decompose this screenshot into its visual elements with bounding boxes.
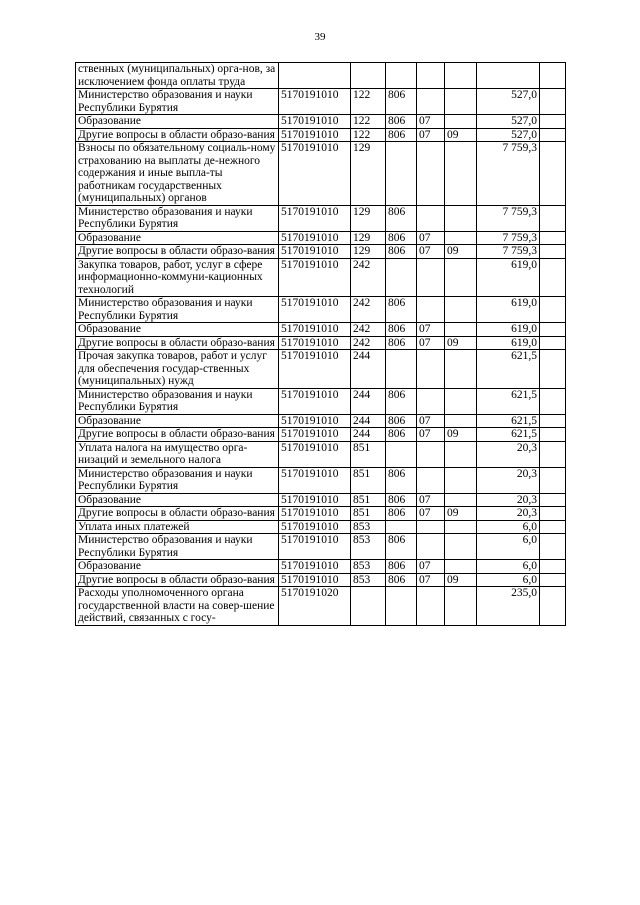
subsection-cell: 09 [445, 507, 477, 521]
section-cell: 07 [417, 231, 445, 245]
expense-type-cell: 851 [351, 441, 386, 467]
amount-cell [477, 63, 540, 89]
empty-extra-cell [540, 467, 566, 493]
section-cell [417, 388, 445, 414]
section-cell: 07 [417, 573, 445, 587]
name-cell: Другие вопросы в области образо-вания [76, 507, 279, 521]
name-cell: Уплата налога на имущество орга-низаций и земельного налога [76, 441, 279, 467]
amount-cell: 6,0 [477, 534, 540, 560]
name-cell: Расходы уполномоченного органа государственной власти на совер-шение действий, связанных с госу- [76, 587, 279, 626]
target-article-cell: 5170191010 [279, 560, 351, 574]
subsection-cell [445, 63, 477, 89]
subsection-cell: 09 [445, 128, 477, 142]
table-row [76, 297, 566, 323]
table-row [76, 388, 566, 414]
target-article-cell: 5170191010 [279, 507, 351, 521]
name-cell: ственных (муниципальных) орга-нов, за исключением фонда оплаты труда [76, 63, 279, 89]
empty-extra-cell [540, 507, 566, 521]
amount-cell: 619,0 [477, 297, 540, 323]
empty-extra-cell [540, 142, 566, 206]
amount-cell: 6,0 [477, 560, 540, 574]
target-article-cell: 5170191010 [279, 388, 351, 414]
section-cell: 07 [417, 323, 445, 337]
empty-extra-cell [540, 258, 566, 297]
expense-type-cell [351, 63, 386, 89]
table-row [76, 350, 566, 389]
amount-cell: 7 759,3 [477, 205, 540, 231]
amount-cell: 527,0 [477, 89, 540, 115]
subsection-cell [445, 414, 477, 428]
amount-cell: 621,5 [477, 414, 540, 428]
section-cell [417, 89, 445, 115]
ministry-code-cell: 806 [386, 336, 417, 350]
table-row [76, 323, 566, 337]
empty-extra-cell [540, 350, 566, 389]
section-cell: 07 [417, 128, 445, 142]
empty-extra-cell [540, 428, 566, 442]
name-cell: Образование [76, 560, 279, 574]
ministry-code-cell [386, 142, 417, 206]
table-row [76, 507, 566, 521]
empty-extra-cell [540, 231, 566, 245]
expense-type-cell: 242 [351, 336, 386, 350]
table-row [76, 441, 566, 467]
target-article-cell: 5170191010 [279, 231, 351, 245]
amount-cell: 20,3 [477, 441, 540, 467]
section-cell [417, 350, 445, 389]
ministry-code-cell: 806 [386, 297, 417, 323]
name-cell: Министерство образования и науки Республики Бурятия [76, 467, 279, 493]
empty-extra-cell [540, 323, 566, 337]
ministry-code-cell: 806 [386, 115, 417, 129]
expense-type-cell: 242 [351, 297, 386, 323]
ministry-code-cell [386, 258, 417, 297]
section-cell: 07 [417, 336, 445, 350]
ministry-code-cell: 806 [386, 231, 417, 245]
name-cell: Уплата иных платежей [76, 520, 279, 534]
expense-type-cell: 244 [351, 388, 386, 414]
subsection-cell: 09 [445, 428, 477, 442]
target-article-cell [279, 63, 351, 89]
expense-type-cell: 853 [351, 573, 386, 587]
empty-extra-cell [540, 128, 566, 142]
name-cell: Прочая закупка товаров, работ и услуг для обеспечения государ-ственных (муниципальных) нужд [76, 350, 279, 389]
subsection-cell [445, 205, 477, 231]
subsection-cell [445, 587, 477, 626]
target-article-cell: 5170191010 [279, 534, 351, 560]
empty-extra-cell [540, 297, 566, 323]
target-article-cell: 5170191010 [279, 89, 351, 115]
target-article-cell: 5170191010 [279, 205, 351, 231]
target-article-cell: 5170191010 [279, 323, 351, 337]
ministry-code-cell: 806 [386, 507, 417, 521]
name-cell: Министерство образования и науки Республики Бурятия [76, 89, 279, 115]
subsection-cell [445, 534, 477, 560]
subsection-cell [445, 115, 477, 129]
ministry-code-cell: 806 [386, 323, 417, 337]
subsection-cell [445, 520, 477, 534]
section-cell: 07 [417, 560, 445, 574]
empty-extra-cell [540, 414, 566, 428]
ministry-code-cell: 806 [386, 414, 417, 428]
amount-cell: 7 759,3 [477, 245, 540, 259]
ministry-code-cell [386, 63, 417, 89]
amount-cell: 619,0 [477, 336, 540, 350]
target-article-cell: 5170191020 [279, 587, 351, 626]
expense-type-cell: 853 [351, 520, 386, 534]
table-row [76, 336, 566, 350]
target-article-cell: 5170191010 [279, 441, 351, 467]
amount-cell: 6,0 [477, 520, 540, 534]
ministry-code-cell [386, 350, 417, 389]
expense-type-cell: 129 [351, 245, 386, 259]
target-article-cell: 5170191010 [279, 467, 351, 493]
target-article-cell: 5170191010 [279, 297, 351, 323]
target-article-cell: 5170191010 [279, 115, 351, 129]
target-article-cell: 5170191010 [279, 520, 351, 534]
amount-cell: 20,3 [477, 493, 540, 507]
page-number: 39 [314, 31, 326, 43]
amount-cell: 527,0 [477, 115, 540, 129]
ministry-code-cell: 806 [386, 560, 417, 574]
name-cell: Взносы по обязательному социаль-ному страхованию на выплаты де-нежного содержания и иные выпла-ты работникам государственных (муниципальных) органов [76, 142, 279, 206]
empty-extra-cell [540, 89, 566, 115]
table-row [76, 428, 566, 442]
ministry-code-cell: 806 [386, 493, 417, 507]
target-article-cell: 5170191010 [279, 428, 351, 442]
subsection-cell [445, 493, 477, 507]
subsection-cell [445, 142, 477, 206]
subsection-cell [445, 231, 477, 245]
section-cell [417, 258, 445, 297]
target-article-cell: 5170191010 [279, 493, 351, 507]
amount-cell: 20,3 [477, 467, 540, 493]
name-cell: Другие вопросы в области образо-вания [76, 573, 279, 587]
target-article-cell: 5170191010 [279, 245, 351, 259]
empty-extra-cell [540, 560, 566, 574]
empty-extra-cell [540, 493, 566, 507]
section-cell: 07 [417, 507, 445, 521]
section-cell [417, 205, 445, 231]
table-row [76, 115, 566, 129]
subsection-cell [445, 323, 477, 337]
expense-type-cell: 851 [351, 467, 386, 493]
empty-extra-cell [540, 336, 566, 350]
section-cell: 07 [417, 493, 445, 507]
section-cell: 07 [417, 428, 445, 442]
section-cell [417, 587, 445, 626]
expense-type-cell: 244 [351, 414, 386, 428]
expense-type-cell: 244 [351, 350, 386, 389]
empty-extra-cell [540, 63, 566, 89]
amount-cell: 235,0 [477, 587, 540, 626]
empty-extra-cell [540, 520, 566, 534]
table-row [76, 142, 566, 206]
target-article-cell: 5170191010 [279, 414, 351, 428]
name-cell: Другие вопросы в области образо-вания [76, 336, 279, 350]
ministry-code-cell [386, 441, 417, 467]
expense-type-cell: 129 [351, 142, 386, 206]
table-row [76, 89, 566, 115]
table-row [76, 63, 566, 89]
expense-type-cell: 851 [351, 507, 386, 521]
table-row [76, 534, 566, 560]
ministry-code-cell: 806 [386, 245, 417, 259]
target-article-cell: 5170191010 [279, 336, 351, 350]
ministry-code-cell: 806 [386, 467, 417, 493]
section-cell: 07 [417, 414, 445, 428]
subsection-cell: 09 [445, 336, 477, 350]
empty-extra-cell [540, 115, 566, 129]
amount-cell: 619,0 [477, 258, 540, 297]
subsection-cell: 09 [445, 245, 477, 259]
subsection-cell: 09 [445, 573, 477, 587]
name-cell: Закупка товаров, работ, услуг в сфере информационно-коммуни-кационных технологий [76, 258, 279, 297]
name-cell: Другие вопросы в области образо-вания [76, 245, 279, 259]
amount-cell: 621,5 [477, 350, 540, 389]
table-row [76, 231, 566, 245]
amount-cell: 621,5 [477, 428, 540, 442]
expense-type-cell: 244 [351, 428, 386, 442]
target-article-cell: 5170191010 [279, 573, 351, 587]
amount-cell: 7 759,3 [477, 142, 540, 206]
expense-type-cell: 851 [351, 493, 386, 507]
name-cell: Другие вопросы в области образо-вания [76, 128, 279, 142]
table-row [76, 414, 566, 428]
name-cell: Министерство образования и науки Республики Бурятия [76, 388, 279, 414]
amount-cell: 20,3 [477, 507, 540, 521]
name-cell: Министерство образования и науки Республики Бурятия [76, 297, 279, 323]
expense-type-cell: 242 [351, 323, 386, 337]
table-row [76, 245, 566, 259]
empty-extra-cell [540, 205, 566, 231]
table-row [76, 573, 566, 587]
name-cell: Министерство образования и науки Республики Бурятия [76, 534, 279, 560]
ministry-code-cell: 806 [386, 128, 417, 142]
ministry-code-cell: 806 [386, 388, 417, 414]
section-cell: 07 [417, 115, 445, 129]
subsection-cell [445, 388, 477, 414]
section-cell [417, 441, 445, 467]
section-cell [417, 520, 445, 534]
subsection-cell [445, 258, 477, 297]
expense-type-cell: 242 [351, 258, 386, 297]
ministry-code-cell [386, 520, 417, 534]
subsection-cell [445, 350, 477, 389]
target-article-cell: 5170191010 [279, 128, 351, 142]
section-cell: 07 [417, 245, 445, 259]
expense-type-cell: 853 [351, 534, 386, 560]
ministry-code-cell: 806 [386, 89, 417, 115]
amount-cell: 6,0 [477, 573, 540, 587]
section-cell [417, 467, 445, 493]
expense-type-cell: 129 [351, 231, 386, 245]
subsection-cell [445, 467, 477, 493]
section-cell [417, 534, 445, 560]
section-cell [417, 63, 445, 89]
table-row [76, 467, 566, 493]
expense-type-cell: 129 [351, 205, 386, 231]
table-row [76, 128, 566, 142]
expense-type-cell [351, 587, 386, 626]
table-row [76, 560, 566, 574]
empty-extra-cell [540, 245, 566, 259]
empty-extra-cell [540, 441, 566, 467]
ministry-code-cell [386, 587, 417, 626]
name-cell: Министерство образования и науки Республики Бурятия [76, 205, 279, 231]
subsection-cell [445, 441, 477, 467]
section-cell [417, 142, 445, 206]
ministry-code-cell: 806 [386, 428, 417, 442]
name-cell: Образование [76, 115, 279, 129]
expense-type-cell: 122 [351, 89, 386, 115]
ministry-code-cell: 806 [386, 573, 417, 587]
ministry-code-cell: 806 [386, 534, 417, 560]
table-row [76, 493, 566, 507]
table-body [76, 63, 566, 626]
expense-type-cell: 853 [351, 560, 386, 574]
table-row [76, 520, 566, 534]
empty-extra-cell [540, 534, 566, 560]
budget-table [75, 62, 566, 626]
empty-extra-cell [540, 388, 566, 414]
empty-extra-cell [540, 587, 566, 626]
ministry-code-cell: 806 [386, 205, 417, 231]
target-article-cell: 5170191010 [279, 142, 351, 206]
table-row [76, 587, 566, 626]
table-row [76, 258, 566, 297]
name-cell: Образование [76, 493, 279, 507]
expense-type-cell: 122 [351, 115, 386, 129]
name-cell: Образование [76, 231, 279, 245]
amount-cell: 621,5 [477, 388, 540, 414]
name-cell: Другие вопросы в области образо-вания [76, 428, 279, 442]
name-cell: Образование [76, 414, 279, 428]
table-row [76, 205, 566, 231]
target-article-cell: 5170191010 [279, 258, 351, 297]
target-article-cell: 5170191010 [279, 350, 351, 389]
expense-type-cell: 122 [351, 128, 386, 142]
amount-cell: 619,0 [477, 323, 540, 337]
empty-extra-cell [540, 573, 566, 587]
section-cell [417, 297, 445, 323]
name-cell: Образование [76, 323, 279, 337]
subsection-cell [445, 89, 477, 115]
subsection-cell [445, 297, 477, 323]
subsection-cell [445, 560, 477, 574]
amount-cell: 7 759,3 [477, 231, 540, 245]
amount-cell: 527,0 [477, 128, 540, 142]
